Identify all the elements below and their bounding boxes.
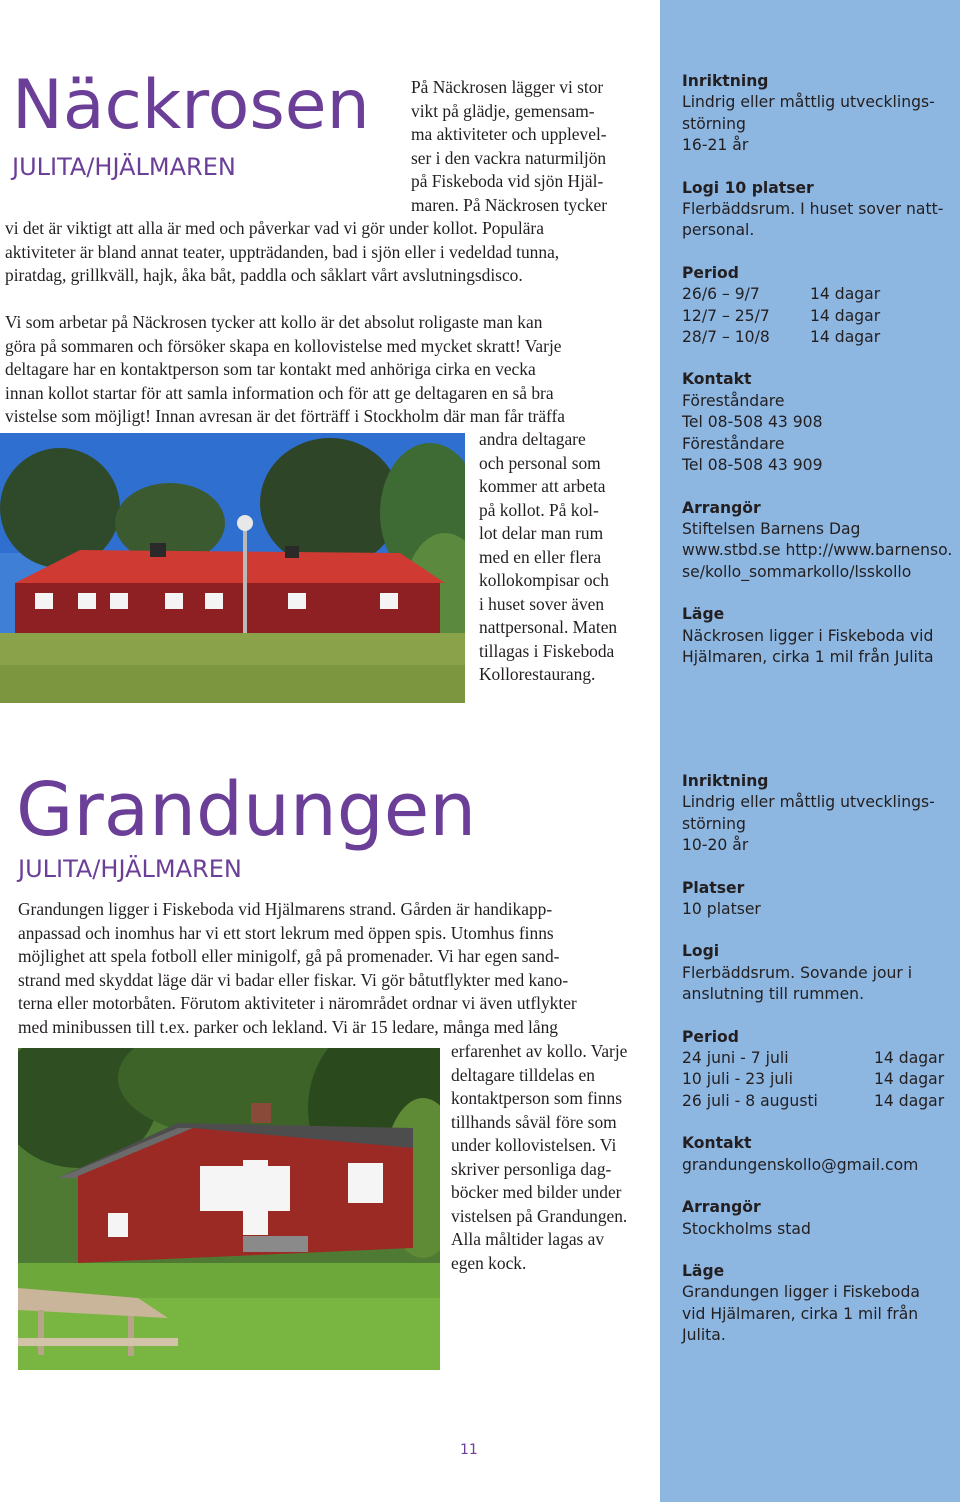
section-value: Flerbäddsrum. I huset sover natt-	[682, 200, 944, 219]
section-heading: Inriktning	[682, 772, 769, 790]
period-dates: 28/7 – 10/8	[682, 328, 770, 347]
text-line: nattpersonal. Maten	[479, 617, 618, 637]
text-line: i huset sover även	[479, 593, 605, 614]
period-length: 14 dagar	[874, 1091, 945, 1110]
text-line: vi det är viktigt att alla är med och påverkar vad vi gör under kollot. Populära	[5, 218, 544, 238]
text-line: anpassad och inomhus har vi ett stort lekrum med öppen spis. Utomhus finns	[18, 922, 554, 943]
lage-section	[682, 604, 957, 668]
period-section	[682, 263, 957, 349]
website-link[interactable]: se/kollo_sommarkollo/lsskollo	[682, 562, 912, 581]
section-value: personal.	[682, 221, 755, 240]
body-paragraph	[18, 898, 577, 1039]
text-line: under kollovistelsen. Vi	[451, 1135, 617, 1155]
intro-column	[411, 76, 607, 217]
lage-section	[682, 1261, 957, 1347]
section-value: störning	[682, 114, 746, 133]
text-line: ma aktiviteter och upplevel-	[411, 124, 607, 144]
beside-photo-text	[479, 428, 617, 687]
text-line: innan kollot startar för att samla information och för att ge deltagaren en så bra	[5, 382, 554, 403]
section-heading: Läge	[682, 1261, 725, 1280]
period-row	[682, 327, 957, 348]
period-length: 14 dagar	[810, 285, 881, 304]
text-line: med en eller flera	[479, 546, 602, 567]
text-line: göra på sommaren och försöker skapa en kollovistelse med mycket skratt! Varje	[5, 335, 562, 356]
section-value: 10 platser	[682, 900, 761, 919]
text-line: piratdag, grillkväll, hajk, åka båt, paddla och såklart vårt avslutningsdisco.	[5, 265, 523, 285]
text-line: Alla måltider lagas av	[451, 1229, 605, 1249]
period-dates: 26/6 – 9/7	[682, 285, 760, 304]
text-line: på Fiskeboda vid sjön Hjäl-	[411, 171, 604, 191]
beside-photo-text	[451, 1040, 627, 1275]
period-length: 14 dagar	[810, 328, 881, 347]
kontakt-section	[682, 369, 957, 476]
page-number: 11	[460, 1442, 478, 1458]
inriktning-section	[682, 71, 957, 157]
text-line: lot delar man rum	[479, 523, 604, 543]
section-heading: Logi 10 platser	[682, 178, 814, 197]
text-line: skriver personliga dag-	[451, 1158, 612, 1179]
text-line: och personal som	[479, 452, 601, 473]
red-house-photo	[0, 433, 465, 703]
text-line: strand med skyddat läge där vi badar eller fiskar. Vi gör båtutflykter med kano-	[18, 969, 569, 990]
info-sidebar	[682, 771, 957, 1368]
text-line: tillagas i Fiskeboda	[479, 640, 615, 661]
section-value: Grandungen ligger i Fiskeboda	[682, 1283, 920, 1302]
section-value: Lindrig eller måttlig utvecklings-	[682, 793, 935, 812]
text-line: på kollot. På kol-	[479, 499, 599, 520]
text-line: erfarenhet av kollo. Varje	[451, 1041, 628, 1061]
body-paragraph	[5, 311, 565, 429]
period-section	[682, 1027, 957, 1113]
text-line: kontaktperson som finns	[451, 1088, 622, 1108]
text-line: terna eller motorbåten. Förutom aktiviteter i närområdet ordnar vi även utflykter	[18, 993, 577, 1013]
text-line: böcker med bilder under	[451, 1182, 622, 1202]
section-value: Föreståndare	[682, 434, 785, 453]
section-value: Stiftelsen Barnens Dag	[682, 519, 861, 538]
info-sidebar	[682, 71, 957, 689]
red-cottage-photo	[18, 1048, 440, 1370]
text-line: med minibussen till t.ex. parker och lekland. Vi är 15 ledare, många med lång	[18, 1016, 559, 1037]
section-value: vid Hjälmaren, cirka 1 mil från	[682, 1304, 919, 1323]
section-heading: Inriktning	[682, 72, 769, 90]
text-line: kommer att arbeta	[479, 476, 606, 496]
text-line: vistelsen på Grandungen.	[451, 1205, 628, 1226]
text-line: Kollorestaurang.	[479, 664, 596, 684]
section-heading: Kontakt	[682, 370, 752, 389]
kontakt-section	[682, 1133, 957, 1176]
text-line: vikt på glädje, gemensam-	[411, 100, 595, 121]
text-line: kollokompisar och	[479, 570, 609, 590]
text-line: ser i den vackra naturmiljön	[411, 147, 607, 168]
phone-number: Tel 08-508 43 909	[682, 456, 823, 475]
arrangor-section	[682, 498, 957, 584]
section-value: Näckrosen ligger i Fiskeboda vid	[682, 626, 934, 645]
logi-section	[682, 178, 957, 242]
body-paragraph	[5, 217, 559, 288]
email-link[interactable]: grandungenskollo@gmail.com	[682, 1155, 919, 1174]
text-line: deltagare har en kontaktperson som tar kontakt med anhöriga cirka en vecka	[5, 359, 536, 379]
arrangor-section	[682, 1197, 957, 1240]
period-row	[682, 1069, 957, 1090]
section-value: Lindrig eller måttlig utvecklings-	[682, 93, 935, 112]
text-line: vistelse som möjligt! Innan avresan är det förträff i Stockholm där man får träffa	[5, 406, 566, 426]
period-row	[682, 1048, 957, 1069]
section-value: Flerbäddsrum. Sovande jour i	[682, 963, 913, 982]
section-value: 10-20 år	[682, 836, 749, 855]
text-line: Grandungen ligger i Fiskeboda vid Hjälmarens strand. Gården är handikapp-	[18, 899, 553, 919]
platser-section	[682, 878, 957, 921]
text-line: deltagare tilldelas en	[451, 1064, 595, 1085]
period-dates: 26 juli - 8 augusti	[682, 1091, 818, 1110]
website-link[interactable]: www.stbd.se http://www.barnenso.	[682, 541, 953, 560]
period-dates: 24 juni - 7 juli	[682, 1049, 789, 1068]
logi-section	[682, 941, 957, 1005]
period-row	[682, 284, 957, 305]
period-dates: 10 juli - 23 juli	[682, 1070, 793, 1089]
text-line: Vi som arbetar på Näckrosen tycker att kollo är det absolut roligaste man kan	[5, 312, 543, 332]
phone-number: Tel 08-508 43 908	[682, 413, 823, 432]
section-value: 16-21 år	[682, 136, 749, 155]
section-heading: Arrangör	[682, 498, 761, 517]
period-row	[682, 1091, 957, 1112]
text-line: möjlighet att spela fotboll eller minigolf, gå på promenader. Vi har egen sand-	[18, 946, 560, 966]
page-subtitle: JULITA/HJÄLMAREN	[18, 855, 242, 883]
page-subtitle: JULITA/HJÄLMAREN	[12, 153, 236, 181]
section-heading: Kontakt	[682, 1134, 752, 1153]
section-value: Hjälmaren, cirka 1 mil från Julita	[682, 647, 934, 666]
section-heading: Platser	[682, 878, 745, 897]
text-line: tillhands såväl före som	[451, 1111, 617, 1132]
period-length: 14 dagar	[874, 1049, 945, 1068]
period-dates: 12/7 – 25/7	[682, 306, 770, 325]
period-length: 14 dagar	[810, 306, 881, 325]
section-value: anslutning till rummen.	[682, 985, 865, 1004]
page-title: Grandungen	[16, 767, 477, 853]
section-heading: Arrangör	[682, 1198, 761, 1217]
section-value: Föreståndare	[682, 391, 785, 410]
section-heading: Logi	[682, 942, 720, 961]
period-row	[682, 306, 957, 327]
text-line: aktiviteter är bland annat teater, uppträdanden, bad i sjön eller i vedeldad tunna,	[5, 241, 560, 262]
section-value: Stockholms stad	[682, 1219, 811, 1238]
period-length: 14 dagar	[874, 1070, 945, 1089]
section-heading: Period	[682, 1027, 739, 1046]
section-heading: Period	[682, 263, 739, 282]
inriktning-section	[682, 771, 957, 857]
section-heading: Läge	[682, 605, 725, 624]
section-value: Julita.	[682, 1326, 726, 1345]
text-line: På Näckrosen lägger vi stor	[411, 77, 604, 97]
section-value: störning	[682, 814, 746, 833]
page-title: Näckrosen	[12, 66, 370, 145]
text-line: andra deltagare	[479, 429, 586, 449]
text-line: maren. På Näckrosen tycker	[411, 194, 608, 215]
text-line: egen kock.	[451, 1252, 527, 1273]
